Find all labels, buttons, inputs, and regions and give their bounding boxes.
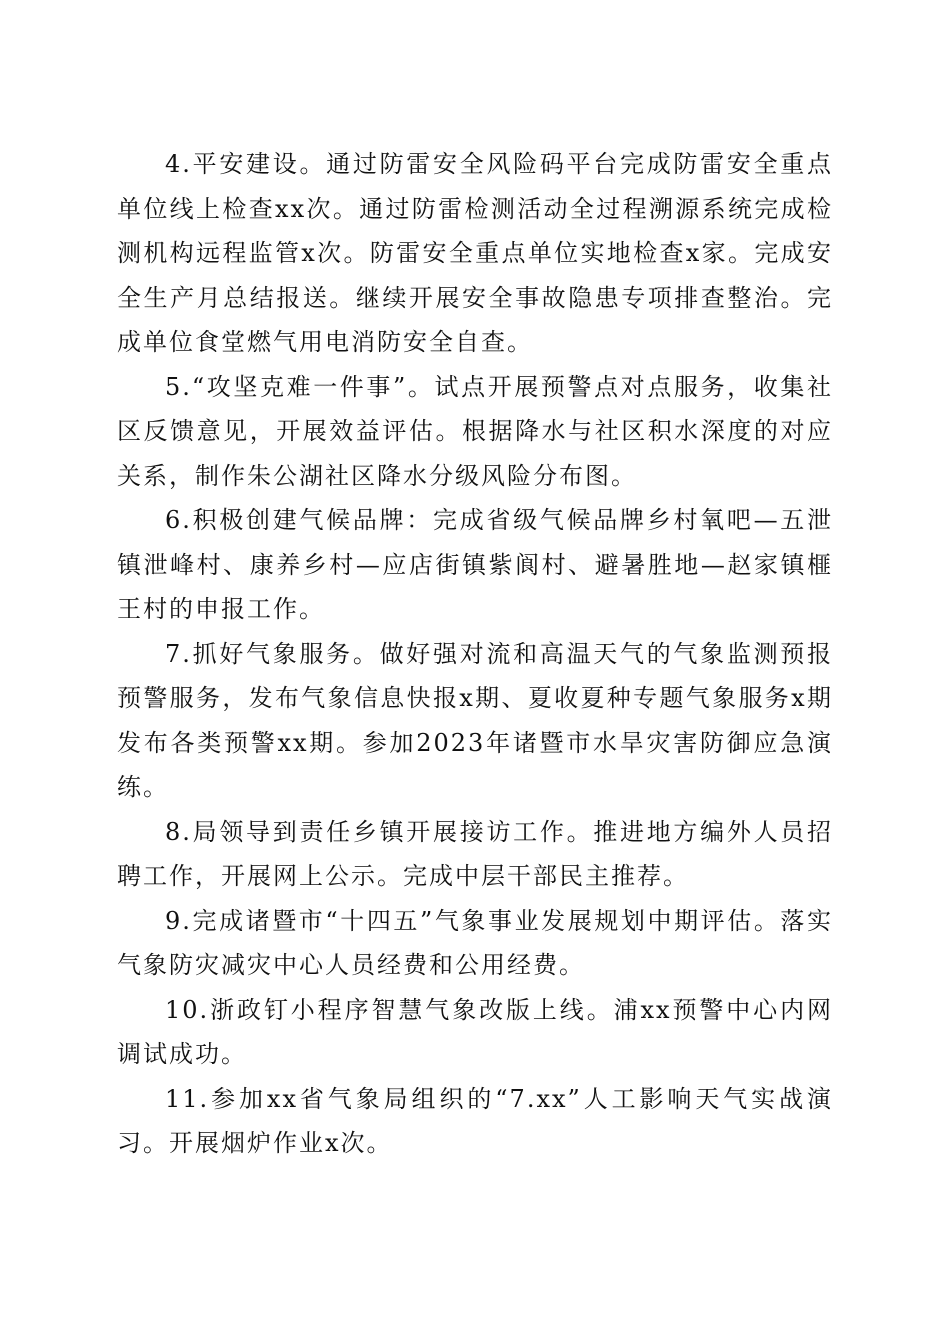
paragraph-plan-evaluation: 9.完成诸暨市“十四五”气象事业发展规划中期评估。落实气象防灾减灾中心人员经费和公用经费。 xyxy=(117,906,833,979)
paragraph-leadership-visits: 8.局领导到责任乡镇开展接访工作。推进地方编外人员招聘工作，开展网上公示。完成中层干部民主推荐。 xyxy=(117,817,833,890)
paragraph-key-task: 5.“攻坚克难一件事”。试点开展预警点对点服务，收集社区反馈意见，开展效益评估。根据降水与社区积水深度的对应关系，制作朱公湖社区降水分级风险分布图。 xyxy=(117,372,833,490)
paragraph-weather-service: 7.抓好气象服务。做好强对流和高温天气的气象监测预报预警服务，发布气象信息快报x期、夏收夏种专题气象服务x期发布各类预警xx期。参加2023年诸暨市水旱灾害防御应急演练。 xyxy=(117,639,833,801)
paragraph-weather-modification: 11.参加xx省气象局组织的“7.xx”人工影响天气实战演习。开展烟炉作业x次。 xyxy=(117,1084,833,1157)
document-body xyxy=(117,142,833,1166)
paragraph-safety-construction: 4.平安建设。通过防雷安全风险码平台完成防雷安全重点单位线上检查xx次。通过防雷检测活动全过程溯源系统完成检测机构远程监管x次。防雷安全重点单位实地检查x家。完成安全生产月总结报送。继续开展安全事故隐患专项排查整治。完成单位食堂燃气用电消防安全自查。 xyxy=(117,150,833,356)
paragraph-mini-program: 10.浙政钉小程序智慧气象改版上线。浦xx预警中心内网调试成功。 xyxy=(117,995,833,1068)
paragraph-climate-brand: 6.积极创建气候品牌：完成省级气候品牌乡村氧吧—五泄镇泄峰村、康养乡村—应店街镇紫阆村、避暑胜地—赵家镇榧王村的申报工作。 xyxy=(117,506,833,623)
